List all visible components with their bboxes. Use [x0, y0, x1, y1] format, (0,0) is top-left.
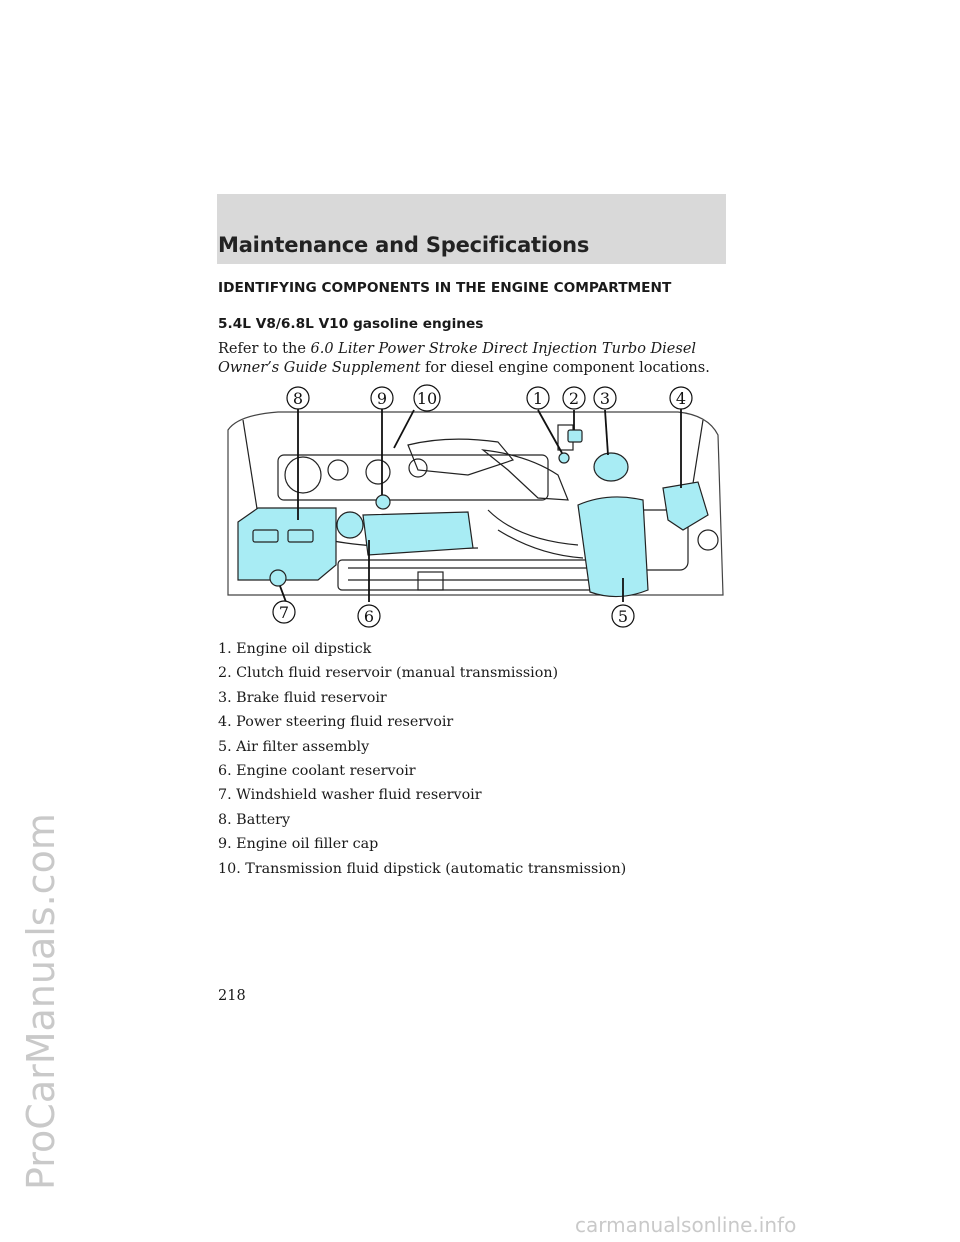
page-number: 218: [218, 988, 246, 1004]
intro-italic-line2: Owner’s Guide Supplement: [218, 360, 421, 376]
intro-paragraph: [218, 340, 718, 378]
callout-7: 7: [278, 603, 290, 622]
callout-8: 8: [292, 389, 304, 408]
side-watermark-text: ProCarManuals.com: [19, 813, 63, 1190]
engine-diagram-svg: [218, 380, 728, 630]
callout-3: 3: [599, 389, 611, 408]
legend-item: 1. Engine oil dipstick: [218, 641, 372, 657]
callout-9: 9: [376, 389, 388, 408]
legend-item: 4. Power steering fluid reservoir: [218, 714, 454, 731]
legend-item: 6. Engine coolant reservoir: [218, 762, 416, 779]
side-watermark: [2, 300, 82, 1200]
footer-watermark: carmanualsonline.info: [575, 1213, 797, 1237]
legend-item: 3. Brake fluid reservoir: [218, 689, 387, 706]
legend-item: 7. Windshield washer fluid reservoir: [218, 787, 482, 804]
callout-1: 1: [532, 389, 544, 408]
component-legend: [218, 639, 626, 883]
callout-10: 10: [416, 389, 438, 408]
coolant-reservoir-shape: [363, 512, 473, 555]
legend-item: 8. Battery: [218, 811, 291, 828]
legend-item: 9. Engine oil filler cap: [218, 836, 379, 853]
engine-subheading: 5.4L V8/6.8L V10 gasoline engines: [218, 316, 484, 332]
legend-item: 10. Transmission fluid dipstick (automatic transmission): [218, 860, 627, 877]
callout-6: 6: [363, 607, 375, 626]
callout-5: 5: [617, 607, 629, 626]
engine-compartment-diagram: [218, 380, 728, 630]
intro-suffix: for diesel engine component locations.: [420, 360, 710, 376]
page-title: Maintenance and Specifications: [218, 233, 590, 257]
legend-item: 2. Clutch fluid reservoir (manual transmission): [218, 665, 559, 682]
power-steering-reservoir-shape: [663, 482, 708, 530]
legend-item: 5. Air filter assembly: [218, 738, 370, 755]
callout-2: 2: [568, 389, 580, 408]
air-filter-shape: [578, 497, 648, 597]
battery-shape: [238, 508, 336, 580]
intro-prefix: Refer to the: [218, 341, 311, 357]
section-heading: IDENTIFYING COMPONENTS IN THE ENGINE COMPARTMENT: [218, 280, 672, 296]
callout-4: 4: [675, 389, 687, 408]
intro-italic-line1: 6.0 Liter Power Stroke Direct Injection Turbo Diesel: [310, 341, 697, 357]
